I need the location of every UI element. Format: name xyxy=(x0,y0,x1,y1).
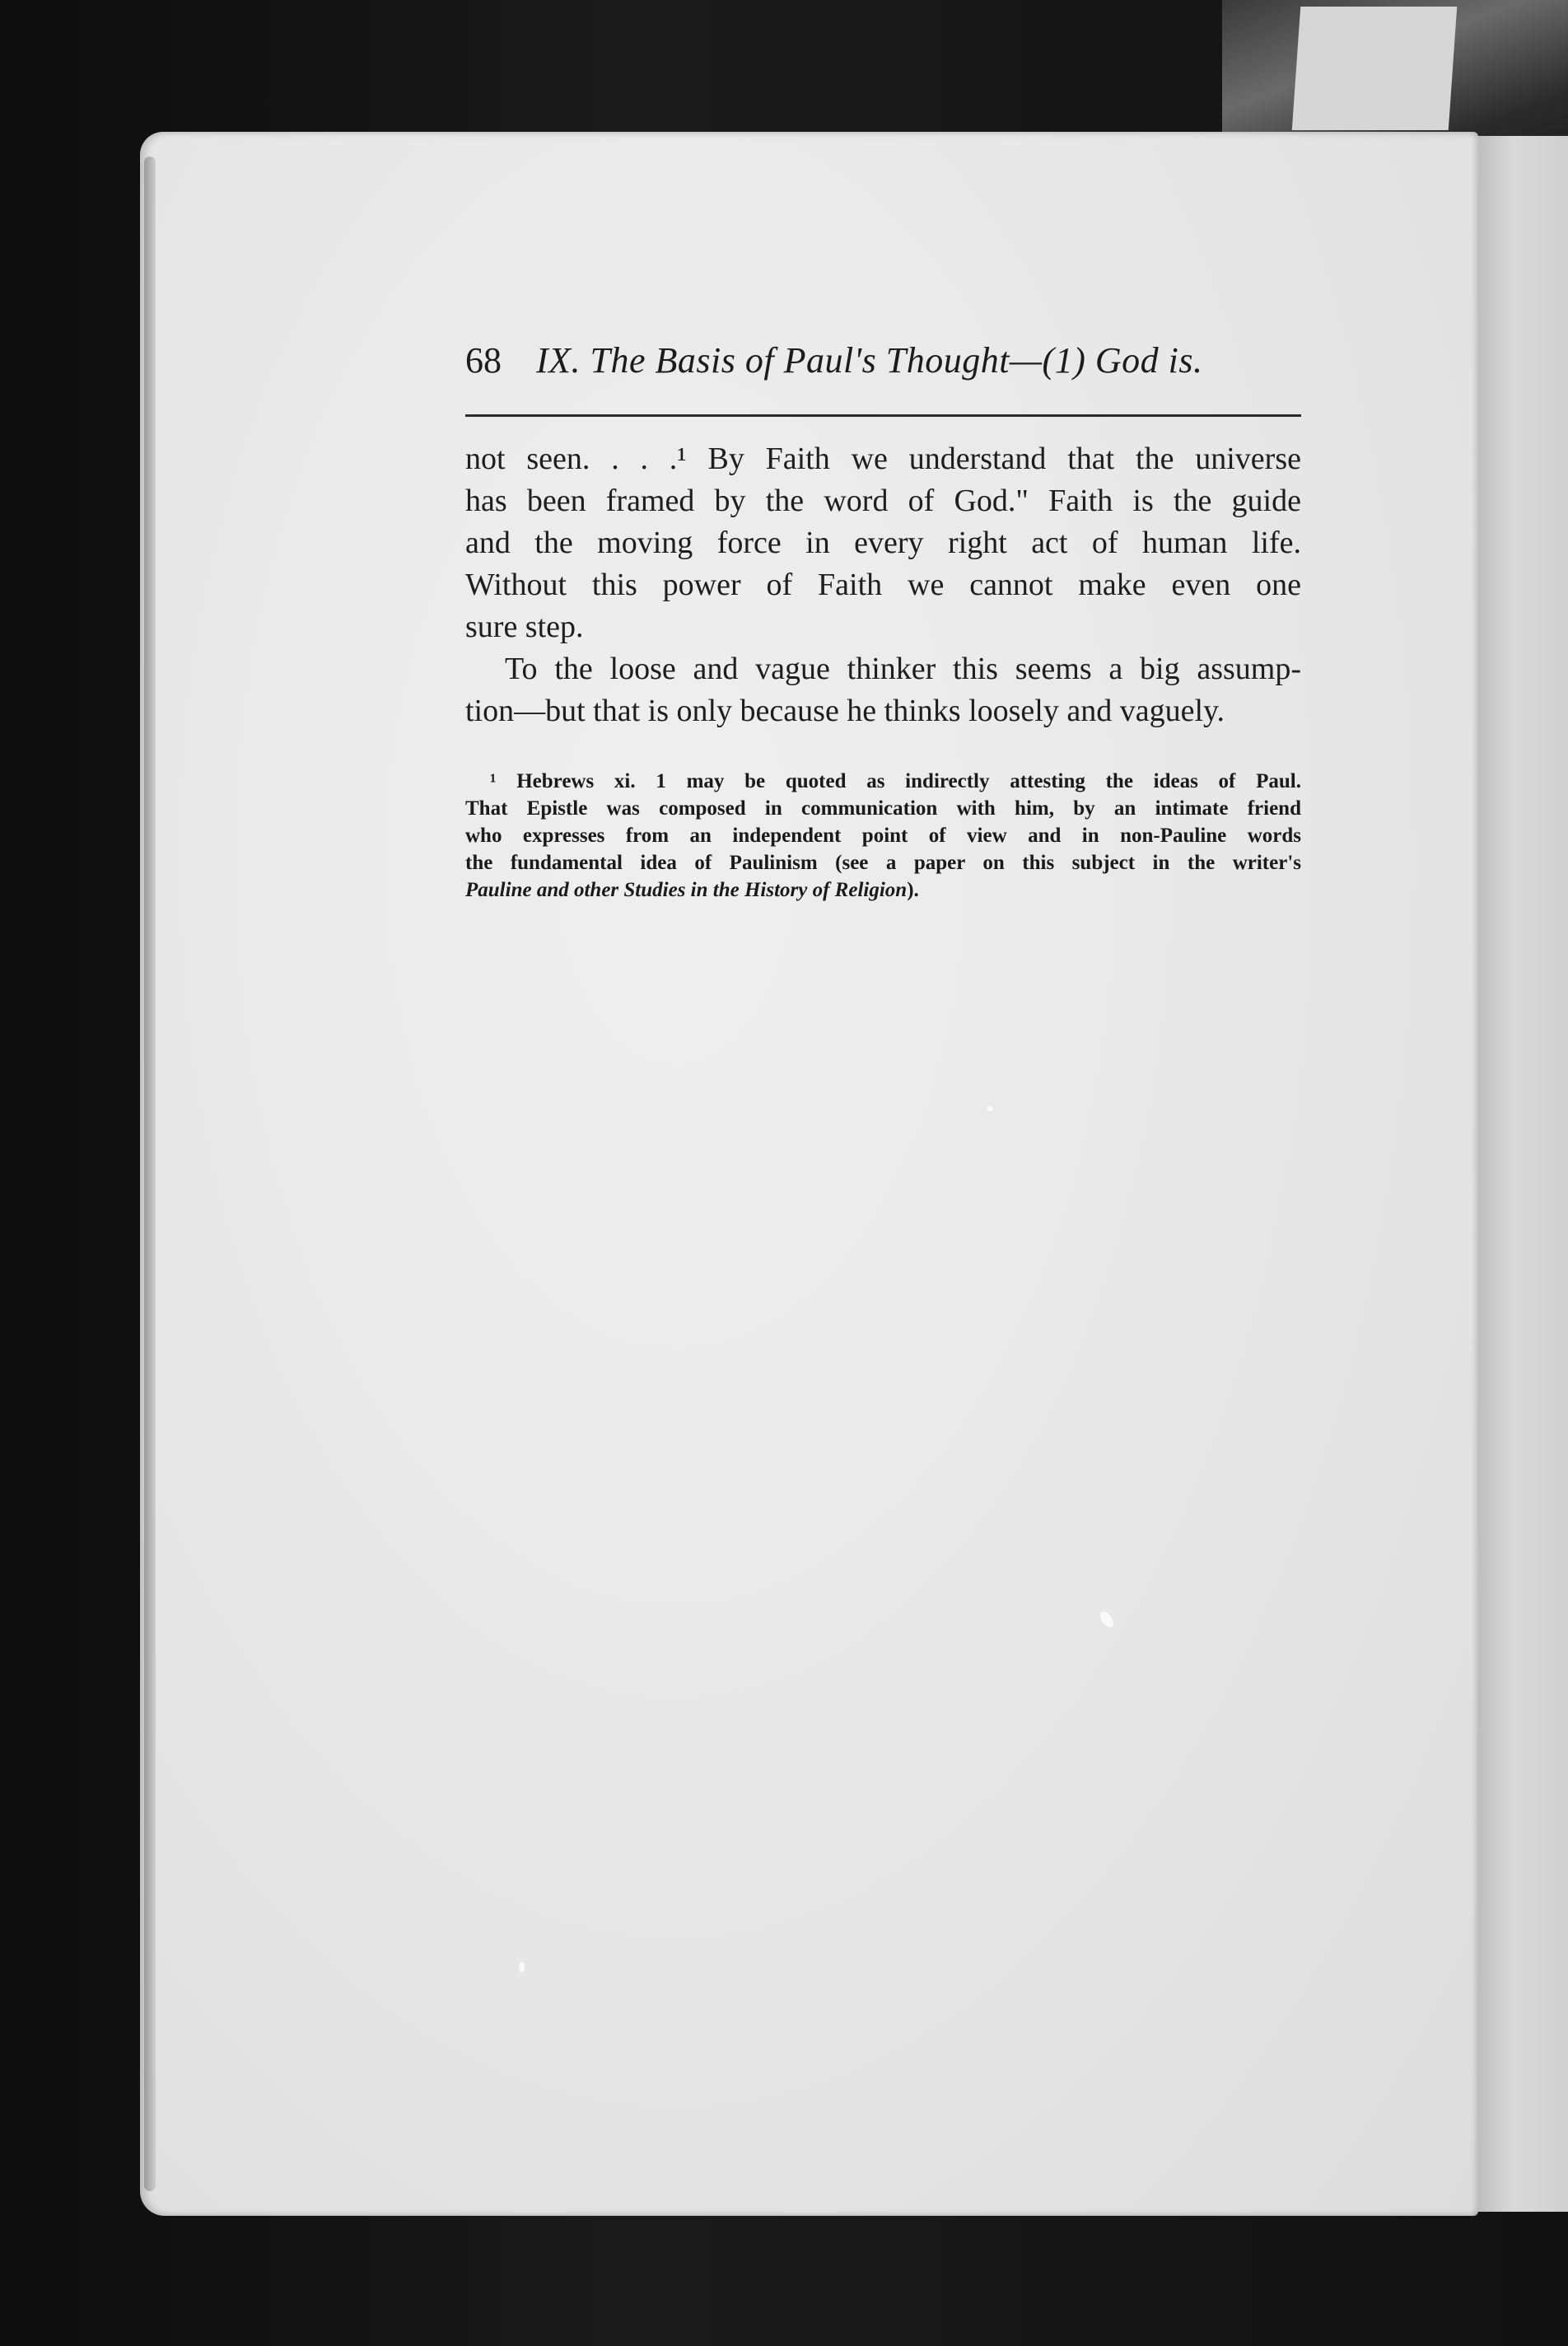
body-line: has been framed by the word of God." Faith is the guide xyxy=(465,484,1301,518)
footnote-line: That Epistle was composed in communication with him, by an intimate friend xyxy=(465,797,1301,820)
footnote-line: the fundamental idea of Paulinism (see a paper on this subject in the writer's xyxy=(465,852,1301,874)
body-line: not seen. . . .¹ By Faith we understand that the universe xyxy=(465,442,1301,476)
body-text xyxy=(465,438,1301,732)
body-line: tion—but that is only because he thinks loosely and vaguely. xyxy=(465,694,1225,728)
page-binding-edge xyxy=(144,157,156,2191)
running-header xyxy=(465,339,1301,381)
body-line: sure step. xyxy=(465,610,584,644)
running-title: IX. The Basis of Paul's Thought—(1) God is. xyxy=(536,340,1203,381)
body-line: Without this power of Faith we cannot make even one xyxy=(465,568,1301,602)
footnote-closing-punct: ). xyxy=(907,879,919,901)
footnote-line: ¹ Hebrews xi. 1 may be quoted as indirectly attesting the ideas of Paul. xyxy=(490,770,1301,792)
footnote-line: who expresses from an independent point of view and in non-Pauline words xyxy=(465,825,1301,847)
page-number: 68 xyxy=(465,340,502,381)
header-rule xyxy=(465,414,1301,417)
footnote-book-title: Pauline and other Studies in the History of Religion xyxy=(465,879,908,901)
footnote xyxy=(465,768,1301,904)
footnote-closing-line xyxy=(465,876,1301,904)
paper-tab xyxy=(1292,7,1457,130)
body-line: To the loose and vague thinker this seems a big assump- xyxy=(505,652,1301,686)
body-line: and the moving force in every right act of human life. xyxy=(465,526,1301,560)
facing-page-edge xyxy=(1474,136,1568,2212)
scan-speck xyxy=(987,1106,993,1111)
scan-speck xyxy=(519,1962,525,1972)
